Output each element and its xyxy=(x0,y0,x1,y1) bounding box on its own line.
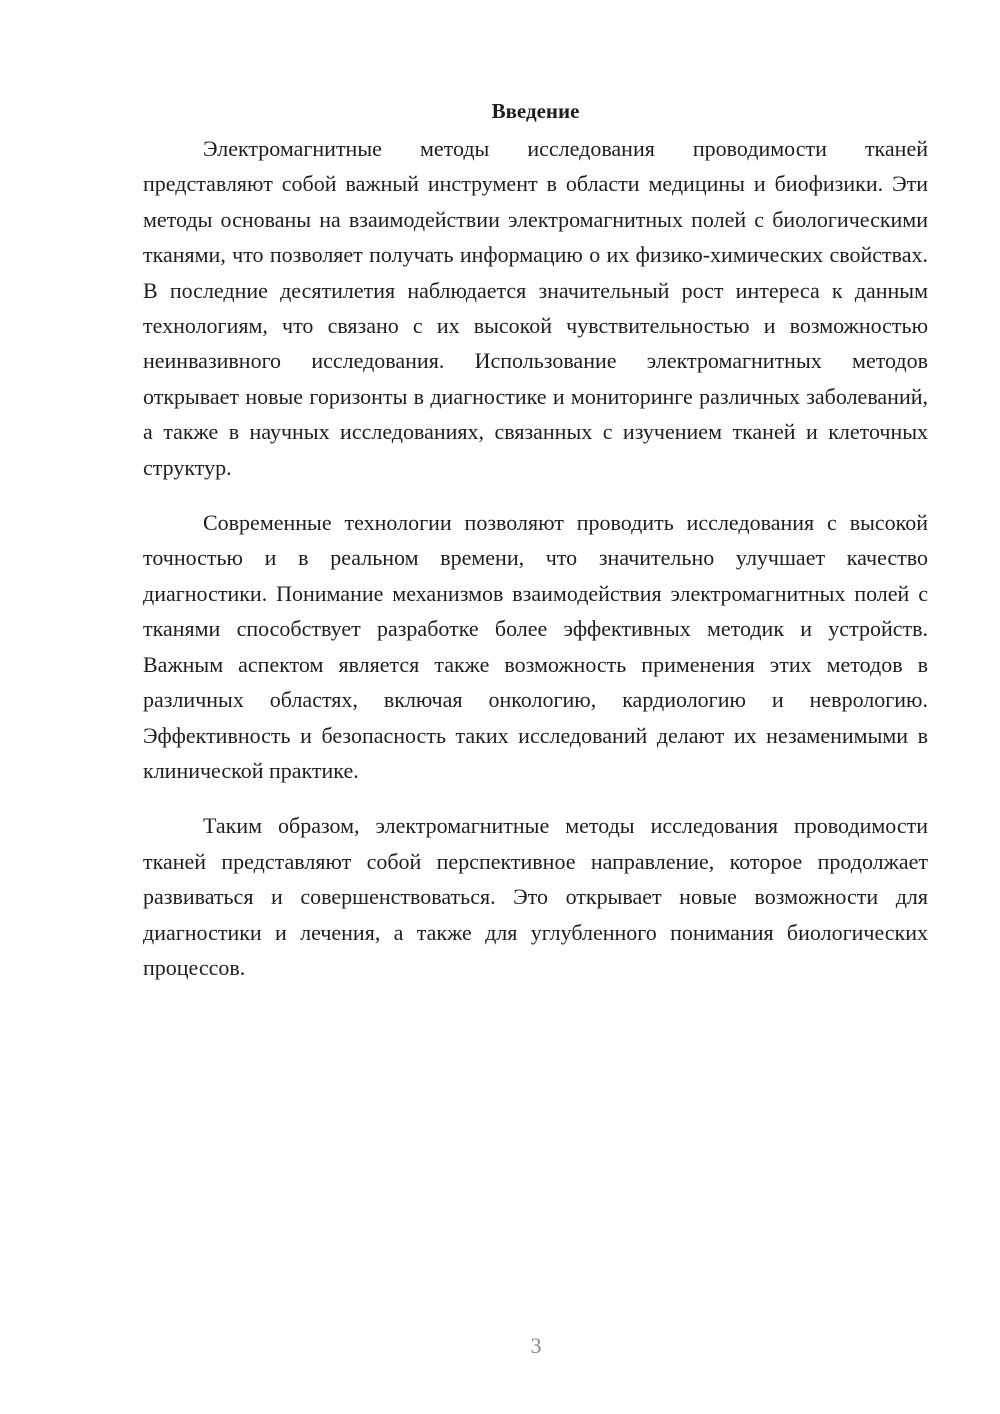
page-number: 3 xyxy=(530,1333,542,1358)
paragraph-1: Электромагнитные методы исследования проводимости тканей представляют собой важный инструмент в области медицины и биофизики. Эти методы основаны на взаимодействии электромагнитных полей с биологическими тканями, что позволяет получать информацию о их физико-химических свойствах. В последние десятилетия наблюдается значительный рост интереса к данным технологиям, что связано с их высокой чувствительностью и возможностью неинвазивного исследования. Использование электромагнитных методов открывает новые горизонты в диагностике и мониторинге различных заболеваний, а также в научных исследованиях, связанных с изучением тканей и клеточных структур. xyxy=(143,136,928,480)
page-content xyxy=(143,96,928,985)
paragraph-2: Современные технологии позволяют проводить исследования с высокой точностью и в реальном времени, что значительно улучшает качество диагностики. Понимание механизмов взаимодействия электромагнитных полей с тканями способствует разработке более эффективных методик и устройств. Важным аспектом является также возможность применения этих методов в различных областях, включая онкологию, кардиологию и неврологию. Эффективность и безопасность таких исследований делают их незаменимыми в клинической практике. xyxy=(143,510,928,783)
section-title: Введение xyxy=(491,99,580,123)
paragraph-3: Таким образом, электромагнитные методы исследования проводимости тканей представляют собой перспективное направление, которое продолжает развиваться и совершенствоваться. Это открывает новые возможности для диагностики и лечения, а также для углубленного понимания биологических процессов. xyxy=(143,813,928,980)
